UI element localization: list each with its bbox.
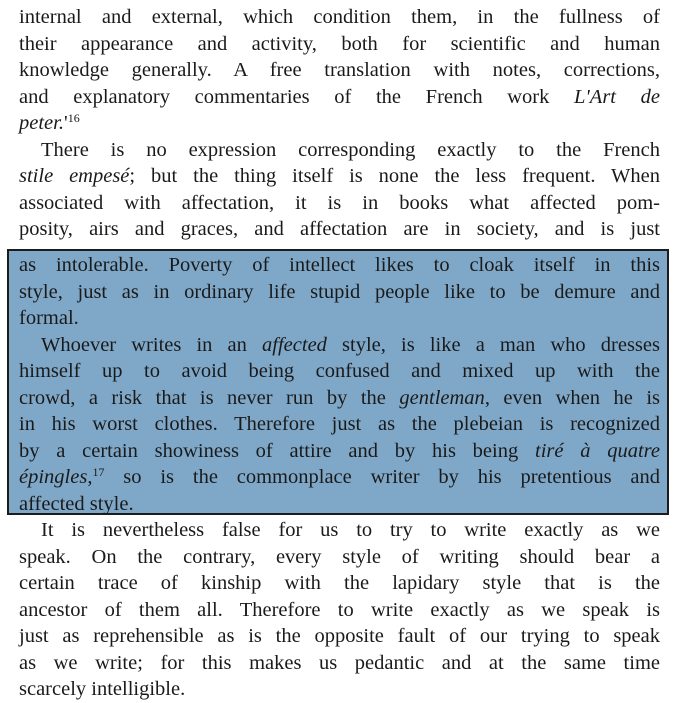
p1-line-3: knowledge generally. A free translation with notes, corrections, xyxy=(19,59,660,81)
p3-line-5-prefix: by a certain showiness of attire and by his being xyxy=(19,439,535,462)
p3-line-3 xyxy=(19,385,660,412)
p4-line-1: It is nevertheless false for us to try to write exactly as we xyxy=(41,519,660,541)
text-block-top xyxy=(19,4,660,243)
p3-line-4: in his worst clothes. Therefore just as the plebeian is recognized xyxy=(19,413,660,435)
closing-quote: ' xyxy=(63,112,68,134)
p4-line-3: certain trace of kinship with the lapidary style that is the xyxy=(19,572,660,594)
p2-line-7: formal. xyxy=(19,307,79,329)
p4-line-4: ancestor of them all. Therefore to write exactly as we speak is xyxy=(19,598,660,621)
tire-a-quatre-italic: tiré à quatre xyxy=(535,439,660,462)
p2-line-2-text: ; but the thing itself is none the less frequent. When xyxy=(129,165,660,187)
p1-line-4 xyxy=(19,84,660,111)
p4-line-2: speak. On the contrary, every style of writing should bear a xyxy=(19,545,660,568)
p3-line-7: affected style. xyxy=(19,492,134,515)
text-block-bottom xyxy=(19,517,660,703)
p2-line-5: as intolerable. Poverty of intellect likes to cloak itself in this xyxy=(19,254,660,276)
p1-line-4-text: and explanatory commentaries of the French work xyxy=(19,85,575,108)
p3-line-1 xyxy=(19,332,660,359)
p1-line-1: internal and external, which condition them, in the fullness of xyxy=(19,6,660,28)
affected-italic: affected xyxy=(262,333,327,356)
text-block-highlighted xyxy=(19,252,660,517)
p1-line-5 xyxy=(19,110,660,137)
p3-line-6 xyxy=(19,464,660,491)
epingles-italic: épingles xyxy=(19,466,88,488)
footnote-ref-16: 16 xyxy=(67,111,80,125)
stile-empese-italic: stile empesé xyxy=(19,165,130,187)
p2-line-1: There is no expression corresponding exactly to the French xyxy=(41,138,660,161)
p3-line-3-prefix: crowd, a risk that is never run by the xyxy=(19,386,400,409)
p1-line-2: their appearance and activity, both for scientific and human xyxy=(19,32,660,55)
p3-line-1-suffix: style, is like a man who dresses xyxy=(326,333,660,356)
footnote-ref-17: 17 xyxy=(92,465,105,479)
p2-line-6: style, just as in ordinary life stupid people like to be demure and xyxy=(19,280,660,303)
gentleman-italic: gentleman xyxy=(399,386,485,409)
p3-line-2: himself up to avoid being confused and mixed up with the xyxy=(19,360,660,382)
book-title-italic-cont: peter. xyxy=(19,112,64,134)
p4-line-5: just as reprehensible as is the opposite fault of our trying to speak xyxy=(19,625,660,647)
p2-line-2 xyxy=(19,163,660,190)
p3-line-6-suffix: so is the commonplace writer by his pretentious and xyxy=(104,466,660,488)
p4-line-6: as we write; for this makes us pedantic and at the same time xyxy=(19,651,660,674)
p4-line-7: scarcely intelligible. xyxy=(19,678,186,700)
p2-line-4: posity, airs and graces, and affectation are in society, and is just xyxy=(19,218,660,240)
p3-line-5 xyxy=(19,438,660,465)
p3-line-3-suffix: , even when he is xyxy=(484,386,661,409)
p2-line-3: associated with affectation, it is in books what affected pom- xyxy=(19,191,660,214)
book-title-italic: L'Art de xyxy=(574,85,660,108)
p3-line-1-prefix: Whoever writes in an xyxy=(41,333,263,356)
comma: , xyxy=(87,466,93,488)
